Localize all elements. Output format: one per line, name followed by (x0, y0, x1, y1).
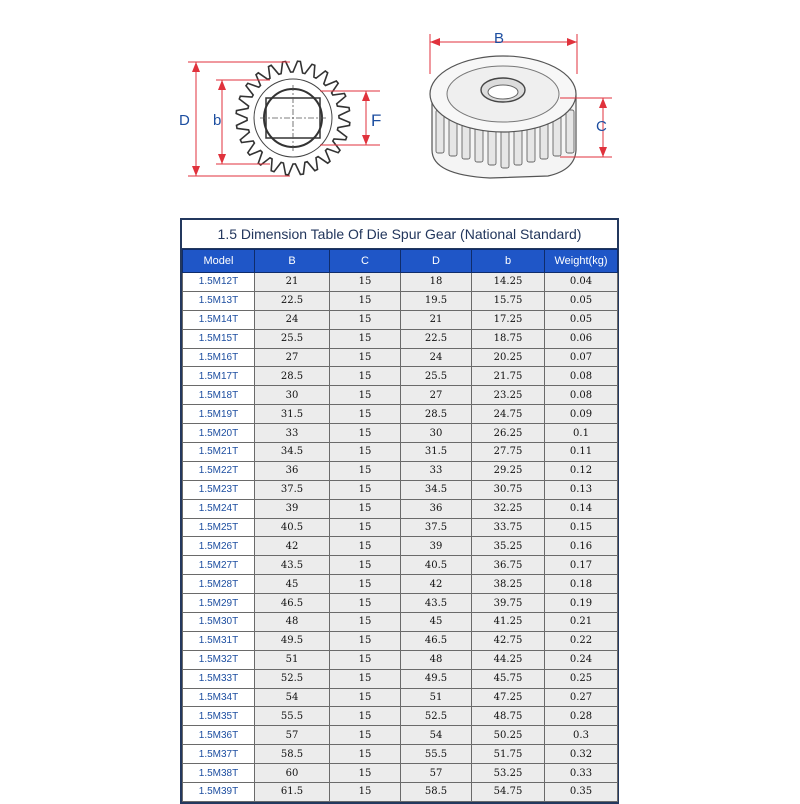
value-cell: 37.5 (401, 518, 472, 537)
model-cell: 1.5M19T (183, 405, 255, 424)
value-cell: 0.24 (545, 650, 618, 669)
value-cell: 0.25 (545, 669, 618, 688)
value-cell: 45.75 (472, 669, 545, 688)
model-cell: 1.5M30T (183, 613, 255, 632)
dimension-label-b-small: b (213, 112, 222, 129)
model-cell: 1.5M15T (183, 329, 255, 348)
table-row (183, 424, 618, 443)
side-gear-tooth (566, 110, 574, 153)
value-cell: 0.15 (545, 518, 618, 537)
table-row (183, 329, 618, 348)
value-cell: 55.5 (255, 707, 330, 726)
value-cell: 0.11 (545, 443, 618, 462)
value-cell: 0.18 (545, 575, 618, 594)
value-cell: 46.5 (401, 631, 472, 650)
value-cell: 33.75 (472, 518, 545, 537)
value-cell: 15 (330, 291, 401, 310)
model-cell: 1.5M33T (183, 669, 255, 688)
table-row (183, 669, 618, 688)
model-cell: 1.5M18T (183, 386, 255, 405)
value-cell: 15 (330, 480, 401, 499)
table-row (183, 688, 618, 707)
value-cell: 19.5 (401, 291, 472, 310)
value-cell: 24 (401, 348, 472, 367)
value-cell: 30.75 (472, 480, 545, 499)
value-cell: 24 (255, 310, 330, 329)
value-cell: 15 (330, 631, 401, 650)
value-cell: 14.25 (472, 273, 545, 292)
value-cell: 48 (401, 650, 472, 669)
value-cell: 0.05 (545, 291, 618, 310)
value-cell: 15 (330, 575, 401, 594)
side-view-gear (430, 56, 576, 178)
table-row (183, 461, 618, 480)
table-title: 1.5 Dimension Table Of Die Spur Gear (National Standard) (182, 220, 617, 249)
value-cell: 0.3 (545, 726, 618, 745)
value-cell: 42 (401, 575, 472, 594)
value-cell: 15.75 (472, 291, 545, 310)
value-cell: 15 (330, 783, 401, 802)
value-cell: 0.08 (545, 386, 618, 405)
table-row (183, 348, 618, 367)
table-row (183, 575, 618, 594)
value-cell: 15 (330, 310, 401, 329)
value-cell: 15 (330, 594, 401, 613)
table-row (183, 783, 618, 802)
value-cell: 0.14 (545, 499, 618, 518)
value-cell: 23.25 (472, 386, 545, 405)
value-cell: 42 (255, 537, 330, 556)
table-row (183, 480, 618, 499)
value-cell: 49.5 (401, 669, 472, 688)
value-cell: 15 (330, 386, 401, 405)
value-cell: 36.75 (472, 556, 545, 575)
value-cell: 40.5 (255, 518, 330, 537)
model-cell: 1.5M22T (183, 461, 255, 480)
value-cell: 0.21 (545, 613, 618, 632)
column-header-weight: Weight(kg) (545, 250, 618, 273)
value-cell: 18 (401, 273, 472, 292)
table-row (183, 726, 618, 745)
value-cell: 29.25 (472, 461, 545, 480)
table-row (183, 631, 618, 650)
value-cell: 38.25 (472, 575, 545, 594)
table-row (183, 291, 618, 310)
value-cell: 54 (401, 726, 472, 745)
value-cell: 15 (330, 329, 401, 348)
value-cell: 44.25 (472, 650, 545, 669)
value-cell: 15 (330, 424, 401, 443)
value-cell: 28.5 (401, 405, 472, 424)
value-cell: 28.5 (255, 367, 330, 386)
table-row (183, 556, 618, 575)
table-row (183, 650, 618, 669)
value-cell: 22.5 (255, 291, 330, 310)
value-cell: 51 (255, 650, 330, 669)
value-cell: 52.5 (401, 707, 472, 726)
value-cell: 36 (255, 461, 330, 480)
value-cell: 31.5 (401, 443, 472, 462)
value-cell: 27.75 (472, 443, 545, 462)
value-cell: 0.13 (545, 480, 618, 499)
value-cell: 0.33 (545, 764, 618, 783)
side-gear-bore-inner (488, 85, 518, 99)
value-cell: 27 (401, 386, 472, 405)
column-header-model: Model (183, 250, 255, 273)
column-header-b: B (255, 250, 330, 273)
value-cell: 21.75 (472, 367, 545, 386)
table-row (183, 367, 618, 386)
value-cell: 57 (401, 764, 472, 783)
value-cell: 15 (330, 556, 401, 575)
value-cell: 0.35 (545, 783, 618, 802)
value-cell: 0.09 (545, 405, 618, 424)
value-cell: 26.25 (472, 424, 545, 443)
table-row (183, 613, 618, 632)
value-cell: 15 (330, 518, 401, 537)
value-cell: 34.5 (255, 443, 330, 462)
value-cell: 31.5 (255, 405, 330, 424)
value-cell: 0.1 (545, 424, 618, 443)
value-cell: 58.5 (401, 783, 472, 802)
gear-drawings (0, 0, 800, 215)
model-cell: 1.5M20T (183, 424, 255, 443)
value-cell: 0.28 (545, 707, 618, 726)
value-cell: 30 (255, 386, 330, 405)
dimension-label-f: F (371, 111, 382, 130)
value-cell: 0.05 (545, 310, 618, 329)
column-header-d: D (401, 250, 472, 273)
value-cell: 15 (330, 405, 401, 424)
value-cell: 37.5 (255, 480, 330, 499)
value-cell: 15 (330, 764, 401, 783)
table-row (183, 537, 618, 556)
value-cell: 15 (330, 273, 401, 292)
value-cell: 15 (330, 537, 401, 556)
model-cell: 1.5M26T (183, 537, 255, 556)
value-cell: 15 (330, 499, 401, 518)
column-header-b-small: b (472, 250, 545, 273)
value-cell: 48.75 (472, 707, 545, 726)
value-cell: 15 (330, 367, 401, 386)
model-cell: 1.5M34T (183, 688, 255, 707)
value-cell: 15 (330, 461, 401, 480)
value-cell: 45 (401, 613, 472, 632)
dimension-label-c: C (596, 118, 607, 135)
model-cell: 1.5M21T (183, 443, 255, 462)
value-cell: 34.5 (401, 480, 472, 499)
dimension-table-frame (180, 218, 619, 804)
value-cell: 15 (330, 650, 401, 669)
dimension-label-d: D (179, 112, 190, 129)
side-gear-tooth (436, 110, 444, 153)
value-cell: 46.5 (255, 594, 330, 613)
value-cell: 0.16 (545, 537, 618, 556)
model-cell: 1.5M24T (183, 499, 255, 518)
model-cell: 1.5M39T (183, 783, 255, 802)
table-row (183, 499, 618, 518)
table-row (183, 518, 618, 537)
value-cell: 41.25 (472, 613, 545, 632)
model-cell: 1.5M13T (183, 291, 255, 310)
gear-diagram (0, 0, 800, 215)
model-cell: 1.5M36T (183, 726, 255, 745)
value-cell: 20.25 (472, 348, 545, 367)
model-cell: 1.5M25T (183, 518, 255, 537)
value-cell: 47.25 (472, 688, 545, 707)
value-cell: 36 (401, 499, 472, 518)
value-cell: 53.25 (472, 764, 545, 783)
value-cell: 24.75 (472, 405, 545, 424)
value-cell: 21 (401, 310, 472, 329)
table-row (183, 405, 618, 424)
value-cell: 39 (401, 537, 472, 556)
value-cell: 0.27 (545, 688, 618, 707)
table-header-row (183, 250, 618, 273)
table-row (183, 764, 618, 783)
value-cell: 54.75 (472, 783, 545, 802)
value-cell: 21 (255, 273, 330, 292)
dimension-table (182, 249, 618, 802)
value-cell: 32.25 (472, 499, 545, 518)
value-cell: 60 (255, 764, 330, 783)
model-cell: 1.5M16T (183, 348, 255, 367)
model-cell: 1.5M17T (183, 367, 255, 386)
value-cell: 33 (401, 461, 472, 480)
value-cell: 58.5 (255, 745, 330, 764)
model-cell: 1.5M35T (183, 707, 255, 726)
table-row (183, 273, 618, 292)
column-header-c: C (330, 250, 401, 273)
value-cell: 49.5 (255, 631, 330, 650)
value-cell: 40.5 (401, 556, 472, 575)
value-cell: 15 (330, 613, 401, 632)
value-cell: 0.22 (545, 631, 618, 650)
table-body (183, 273, 618, 802)
value-cell: 50.25 (472, 726, 545, 745)
model-cell: 1.5M32T (183, 650, 255, 669)
value-cell: 0.17 (545, 556, 618, 575)
model-cell: 1.5M29T (183, 594, 255, 613)
value-cell: 27 (255, 348, 330, 367)
value-cell: 22.5 (401, 329, 472, 348)
value-cell: 17.25 (472, 310, 545, 329)
value-cell: 33 (255, 424, 330, 443)
value-cell: 43.5 (401, 594, 472, 613)
model-cell: 1.5M28T (183, 575, 255, 594)
value-cell: 57 (255, 726, 330, 745)
value-cell: 55.5 (401, 745, 472, 764)
value-cell: 51.75 (472, 745, 545, 764)
table-row (183, 707, 618, 726)
model-cell: 1.5M37T (183, 745, 255, 764)
model-cell: 1.5M38T (183, 764, 255, 783)
value-cell: 43.5 (255, 556, 330, 575)
model-cell: 1.5M12T (183, 273, 255, 292)
value-cell: 0.08 (545, 367, 618, 386)
value-cell: 30 (401, 424, 472, 443)
value-cell: 54 (255, 688, 330, 707)
value-cell: 0.32 (545, 745, 618, 764)
value-cell: 25.5 (255, 329, 330, 348)
value-cell: 45 (255, 575, 330, 594)
value-cell: 15 (330, 726, 401, 745)
value-cell: 0.19 (545, 594, 618, 613)
value-cell: 35.25 (472, 537, 545, 556)
value-cell: 51 (401, 688, 472, 707)
value-cell: 42.75 (472, 631, 545, 650)
table-row (183, 594, 618, 613)
dimension-label-b: B (494, 30, 505, 47)
model-cell: 1.5M14T (183, 310, 255, 329)
value-cell: 48 (255, 613, 330, 632)
value-cell: 0.06 (545, 329, 618, 348)
table-row (183, 745, 618, 764)
value-cell: 52.5 (255, 669, 330, 688)
value-cell: 39.75 (472, 594, 545, 613)
front-view-gear (236, 61, 350, 175)
value-cell: 18.75 (472, 329, 545, 348)
model-cell: 1.5M23T (183, 480, 255, 499)
value-cell: 15 (330, 688, 401, 707)
table-row (183, 386, 618, 405)
table-row (183, 310, 618, 329)
table-row (183, 443, 618, 462)
value-cell: 0.04 (545, 273, 618, 292)
value-cell: 15 (330, 669, 401, 688)
model-cell: 1.5M27T (183, 556, 255, 575)
model-cell: 1.5M31T (183, 631, 255, 650)
value-cell: 15 (330, 348, 401, 367)
value-cell: 15 (330, 745, 401, 764)
value-cell: 0.12 (545, 461, 618, 480)
value-cell: 15 (330, 443, 401, 462)
value-cell: 15 (330, 707, 401, 726)
value-cell: 25.5 (401, 367, 472, 386)
value-cell: 61.5 (255, 783, 330, 802)
value-cell: 0.07 (545, 348, 618, 367)
value-cell: 39 (255, 499, 330, 518)
